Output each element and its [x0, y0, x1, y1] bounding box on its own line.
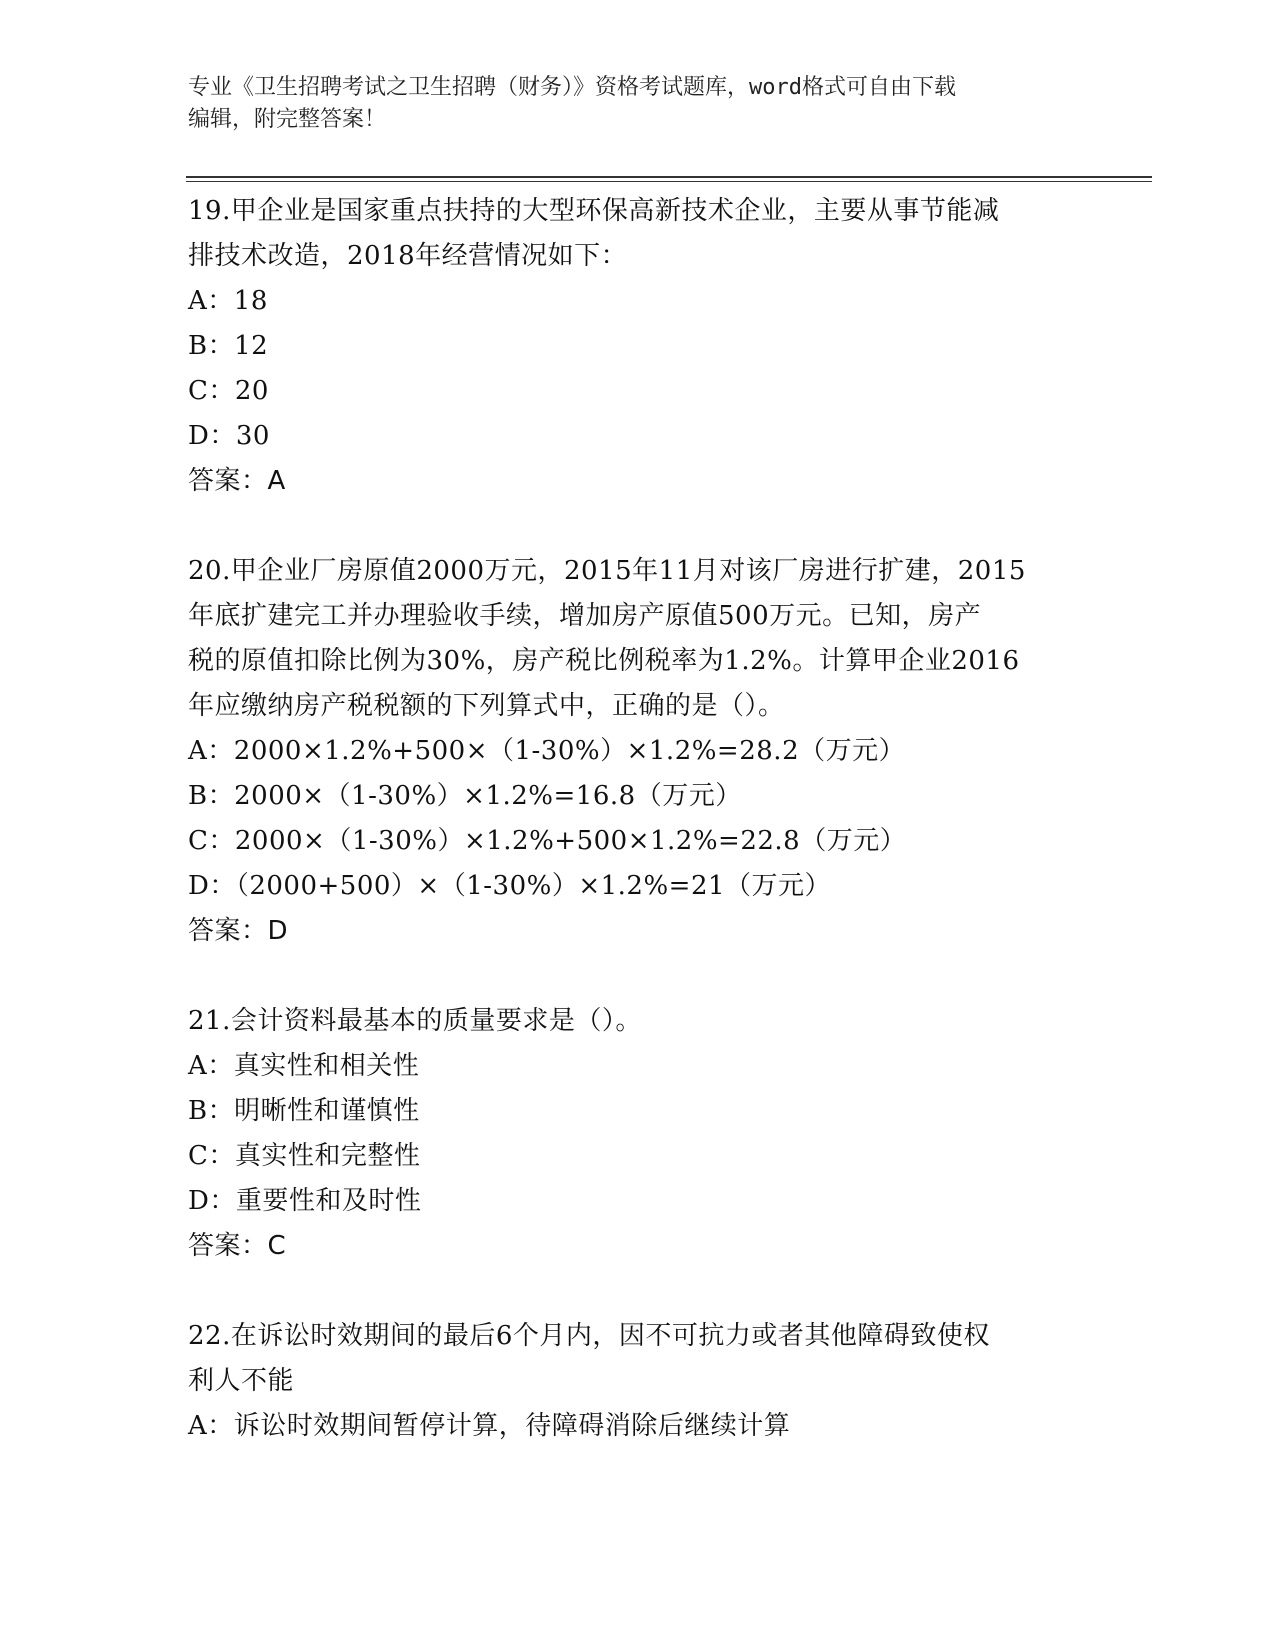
question-21: [188, 999, 1088, 1269]
header-divider-thin: [186, 181, 1152, 182]
question-stem: 税的原值扣除比例为30%，房产税比例税率为1.2%。计算甲企业2016: [188, 646, 1020, 676]
question-20: [188, 549, 1088, 954]
answer-line: 答案：C: [188, 1231, 287, 1261]
question-stem: 年应缴纳房产税税额的下列算式中，正确的是（）。: [188, 691, 785, 721]
header-line-2: 编辑，附完整答案！: [188, 107, 387, 132]
option-d: D：（2000+500）×（1-30%）×1.2%=21（万元）: [188, 871, 832, 901]
header-line-1: 专业《卫生招聘考试之卫生招聘（财务）》资格考试题库，word格式可自由下载: [188, 75, 956, 100]
question-stem: 21.会计资料最基本的质量要求是（）。: [188, 1006, 642, 1036]
header-divider-thick: [186, 176, 1152, 178]
question-stem: 利人不能: [188, 1366, 295, 1396]
question-stem: 19.甲企业是国家重点扶持的大型环保高新技术企业，主要从事节能减: [188, 196, 1000, 226]
question-list: [188, 189, 1088, 1449]
option-b: B：明晰性和谨慎性: [188, 1096, 420, 1126]
option-a: A：诉讼时效期间暂停计算，待障碍消除后继续计算: [188, 1411, 791, 1441]
question-19: [188, 189, 1088, 504]
option-d: D：30: [188, 421, 270, 451]
option-c: C：2000×（1-30%）×1.2%+500×1.2%=22.8（万元）: [188, 826, 907, 856]
question-22: [188, 1314, 1088, 1449]
question-stem: 20.甲企业厂房原值2000万元，2015年11月对该厂房进行扩建，2015: [188, 556, 1026, 586]
option-c: C：20: [188, 376, 269, 406]
answer-line: 答案：D: [188, 916, 289, 946]
answer-line: 答案：A: [188, 466, 286, 496]
option-b: B：2000×（1-30%）×1.2%=16.8（万元）: [188, 781, 742, 811]
option-c: C：真实性和完整性: [188, 1141, 421, 1171]
option-d: D：重要性和及时性: [188, 1186, 422, 1216]
option-a: A：真实性和相关性: [188, 1051, 420, 1081]
option-a: A：18: [188, 286, 268, 316]
option-b: B：12: [188, 331, 269, 361]
question-stem: 排技术改造，2018年经营情况如下：: [188, 241, 628, 271]
option-a: A：2000×1.2%+500×（1-30%）×1.2%=28.2（万元）: [188, 736, 906, 766]
question-stem: 年底扩建完工并办理验收手续，增加房产原值500万元。已知，房产: [188, 601, 982, 631]
question-stem: 22.在诉讼时效期间的最后6个月内，因不可抗力或者其他障碍致使权: [188, 1321, 990, 1351]
document-header: [188, 72, 1068, 136]
